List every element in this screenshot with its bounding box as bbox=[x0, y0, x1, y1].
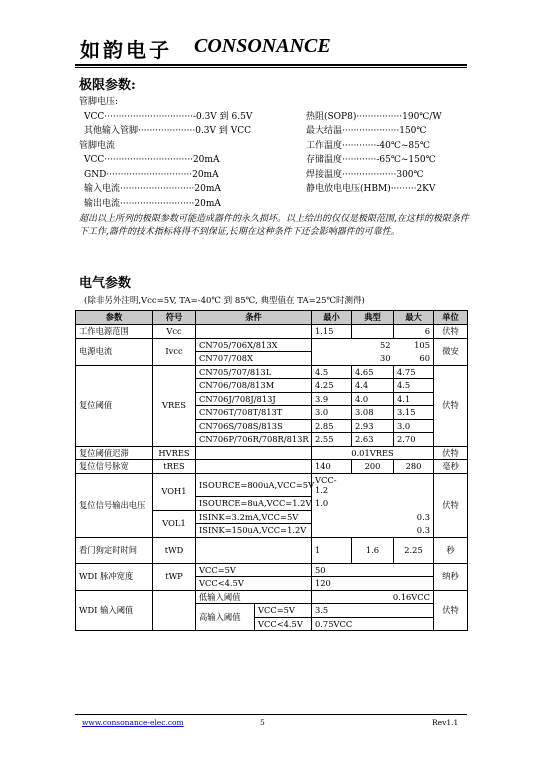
col-header: 单位 bbox=[434, 311, 468, 325]
min-cell bbox=[312, 338, 352, 352]
table-row bbox=[76, 365, 468, 379]
unit-cell: 伏特 bbox=[434, 473, 468, 537]
symbol-cell: Vcc bbox=[153, 325, 196, 339]
typ-cell bbox=[352, 325, 394, 339]
table-row bbox=[76, 473, 468, 497]
condition-cell: VCC<4.5V bbox=[196, 577, 312, 591]
typ-cell: 52 bbox=[352, 338, 394, 352]
typ-cell: 30 bbox=[352, 352, 394, 366]
typ-cell: 3.08 bbox=[352, 406, 394, 420]
condition-cell: CN705/707/813L bbox=[196, 365, 312, 379]
max-cell: 2.25 bbox=[394, 537, 434, 563]
param-cell: 工作电源范围 bbox=[76, 325, 153, 339]
condition-cell bbox=[196, 460, 312, 474]
min-cell: 2.85 bbox=[312, 419, 352, 433]
unit-cell: 伏特 bbox=[434, 325, 468, 339]
abs-left-line: 其他输入管脚····················0.3V 到 VCC bbox=[84, 126, 252, 136]
revision: Rev1.1 bbox=[432, 718, 459, 727]
symbol-cell: tWD bbox=[153, 537, 196, 563]
typ-cell: 2.93 bbox=[352, 419, 394, 433]
typ-cell: 2.63 bbox=[352, 433, 394, 447]
min-cell: VCC-1.2 bbox=[312, 473, 352, 497]
max-cell: 6 bbox=[394, 325, 434, 339]
table-row bbox=[76, 325, 468, 339]
min-cell: 140 bbox=[312, 460, 352, 474]
max-cell: 4.1 bbox=[394, 392, 434, 406]
condition-cell: VCC<4.5V bbox=[258, 618, 303, 629]
unit-cell: 纳秒 bbox=[434, 563, 468, 590]
max-cell: 0.16VCC bbox=[312, 590, 434, 604]
max-cell: 105 bbox=[394, 338, 434, 352]
high-threshold-subtable bbox=[196, 604, 311, 630]
typ-cell: 1.6 bbox=[352, 537, 394, 563]
condition-cell: CN706J/708J/813J bbox=[196, 392, 312, 406]
table-row bbox=[76, 460, 468, 474]
condition-cell bbox=[196, 325, 312, 339]
abs-right-line: 静电放电电压(HBM)·········2KV bbox=[306, 184, 436, 194]
abs-left-line: GND······························20mA bbox=[84, 170, 219, 180]
unit-cell: 伏特 bbox=[434, 365, 468, 446]
max-cell: 4.75 bbox=[394, 365, 434, 379]
footer-website-link[interactable]: www.consonance-elec.com bbox=[82, 718, 184, 727]
abs-right-line: 最大结温····················150℃ bbox=[306, 126, 427, 136]
unit-cell: 伏特 bbox=[434, 446, 468, 460]
condition-cell bbox=[196, 537, 312, 563]
symbol-cell bbox=[153, 590, 196, 631]
min-cell: 3.5 bbox=[312, 604, 434, 618]
condition-cell: ISOURCE=8uA,VCC=1.2V bbox=[196, 497, 312, 511]
abs-max-title: 极限参数: bbox=[79, 78, 136, 93]
param-cell: 复位阈值迟滞 bbox=[76, 446, 153, 460]
min-cell: 3.9 bbox=[312, 392, 352, 406]
company-name-cn: 如韵电子 bbox=[80, 38, 172, 62]
table-header-row bbox=[76, 311, 468, 325]
min-cell: 4.5 bbox=[312, 365, 352, 379]
header-rule bbox=[75, 64, 467, 66]
condition-cell bbox=[196, 446, 312, 460]
param-cell: 复位信号输出电压 bbox=[76, 473, 153, 537]
table-row bbox=[76, 537, 468, 563]
min-cell: 1.0 bbox=[312, 497, 352, 511]
col-header: 最小 bbox=[312, 311, 352, 325]
table-row bbox=[76, 590, 468, 604]
max-cell: 4.5 bbox=[394, 379, 434, 393]
abs-max-warning: 超出以上所列的极限参数可能造成器件的永久损坏。以上给出的仅仅是极限范围,在这样的极限条件下工作,器件的技术指标将得不到保证,长期在这种条件下还会影响器件的可靠性。 bbox=[79, 214, 469, 237]
max-cell: 60 bbox=[394, 352, 434, 366]
header-rule-thin bbox=[75, 67, 467, 68]
typ-cell bbox=[352, 524, 394, 538]
unit-cell: 秒 bbox=[434, 537, 468, 563]
abs-right-line: 焊接温度···················300℃ bbox=[306, 170, 424, 180]
condition-cell: CN706P/706R/708R/813R bbox=[196, 433, 312, 447]
condition-cell: 低输入阈值 bbox=[196, 590, 312, 604]
col-header: 符号 bbox=[153, 311, 196, 325]
min-cell: 1.15 bbox=[312, 325, 352, 339]
condition-cell: CN706/708/813M bbox=[196, 379, 312, 393]
condition-cell: CN707/708X bbox=[196, 352, 312, 366]
min-cell bbox=[312, 510, 352, 524]
unit-cell: 毫秒 bbox=[434, 460, 468, 474]
elec-title: 电气参数 bbox=[79, 276, 132, 291]
min-cell: 1 bbox=[312, 537, 352, 563]
table-row bbox=[76, 446, 468, 460]
col-header: 条件 bbox=[196, 311, 312, 325]
param-cell: 看门狗定时时间 bbox=[76, 537, 153, 563]
symbol-cell: VOH1 bbox=[153, 473, 196, 510]
condition-cell: CN705/706X/813X bbox=[196, 338, 312, 352]
symbol-cell: VRES bbox=[153, 365, 196, 446]
max-cell: 0.3 bbox=[394, 510, 434, 524]
typ-cell bbox=[352, 510, 394, 524]
condition-cell: ISOURCE=800uA,VCC=5V bbox=[196, 473, 312, 497]
symbol-cell: VOL1 bbox=[153, 510, 196, 537]
min-cell: 120 bbox=[312, 577, 434, 591]
elec-spec-table bbox=[75, 310, 468, 631]
abs-right-line: 工作温度············-40℃~85℃ bbox=[306, 141, 430, 151]
unit-cell: 微安 bbox=[434, 338, 468, 365]
abs-right-line: 热阻(SOP8)················190℃/W bbox=[306, 112, 442, 122]
abs-left-line: VCC·······························-0.3V 到 6.5V bbox=[84, 112, 253, 122]
min-cell: 4.25 bbox=[312, 379, 352, 393]
condition-cell: ISINK=150uA,VCC=1.2V bbox=[196, 524, 312, 538]
abs-left-line: 输出电流··························20mA bbox=[84, 199, 221, 209]
max-cell: 280 bbox=[394, 460, 434, 474]
param-cell: WDI 输入阈值 bbox=[76, 590, 153, 631]
min-cell bbox=[312, 524, 352, 538]
abs-left-line: VCC·······························20mA bbox=[84, 155, 220, 165]
high-threshold-label: 高输入阈值 bbox=[196, 604, 255, 630]
min-cell: 2.55 bbox=[312, 433, 352, 447]
typ-cell: 0.01VRES bbox=[312, 446, 434, 460]
pin-voltage-label: 管脚电压: bbox=[79, 97, 119, 107]
condition-cell: CN706T/708T/813T bbox=[196, 406, 312, 420]
typ-cell: 4.65 bbox=[352, 365, 394, 379]
abs-right-line: 存储温度············-65℃~150℃ bbox=[306, 155, 436, 165]
condition-cell: VCC=5V bbox=[255, 604, 312, 617]
param-cell: 复位信号脉宽 bbox=[76, 460, 153, 474]
param-cell: 复位阈值 bbox=[76, 365, 153, 446]
condition-cell: CN706S/708S/813S bbox=[196, 419, 312, 433]
table-row bbox=[76, 338, 468, 352]
symbol-cell: HVRES bbox=[153, 446, 196, 460]
max-cell: 0.3 bbox=[394, 524, 434, 538]
col-header: 参数 bbox=[76, 311, 153, 325]
condition-cell: ISINK=3.2mA,VCC=5V bbox=[196, 510, 312, 524]
col-header: 最大 bbox=[394, 311, 434, 325]
abs-left-line: 管脚电流 bbox=[79, 141, 116, 151]
col-header: 典型 bbox=[352, 311, 394, 325]
condition-cell: VCC=5V bbox=[196, 563, 312, 577]
condition-cell bbox=[196, 604, 312, 631]
typ-cell: 4.0 bbox=[352, 392, 394, 406]
param-cell: WDI 脉冲宽度 bbox=[76, 563, 153, 590]
min-cell: 50 bbox=[312, 563, 434, 577]
param-cell: 电源电流 bbox=[76, 338, 153, 365]
min-cell bbox=[312, 352, 352, 366]
max-cell bbox=[394, 473, 434, 497]
min-cell: 0.75VCC bbox=[312, 617, 434, 631]
max-cell: 2.70 bbox=[394, 433, 434, 447]
min-cell: 3.0 bbox=[312, 406, 352, 420]
symbol-cell: Ivcc bbox=[153, 338, 196, 365]
symbol-cell: tRES bbox=[153, 460, 196, 474]
max-cell bbox=[394, 497, 434, 511]
elec-note: (除非另外注明,Vcc=5V, TA=-40℃ 到 85℃, 典型值在 TA=25℃时测得) bbox=[84, 296, 365, 306]
typ-cell bbox=[352, 497, 394, 511]
abs-left-line: 输入电流··························20mA bbox=[84, 184, 221, 194]
footer-rule bbox=[75, 714, 467, 715]
typ-cell: 200 bbox=[352, 460, 394, 474]
max-cell: 3.15 bbox=[394, 406, 434, 420]
max-cell: 3.0 bbox=[394, 419, 434, 433]
symbol-cell: tWP bbox=[153, 563, 196, 590]
typ-cell: 4.4 bbox=[352, 379, 394, 393]
company-name-en: CONSONANCE bbox=[194, 35, 331, 57]
unit-cell: 伏特 bbox=[434, 590, 468, 631]
typ-cell bbox=[352, 473, 394, 497]
table-row bbox=[76, 563, 468, 577]
page-number: 5 bbox=[260, 718, 265, 727]
